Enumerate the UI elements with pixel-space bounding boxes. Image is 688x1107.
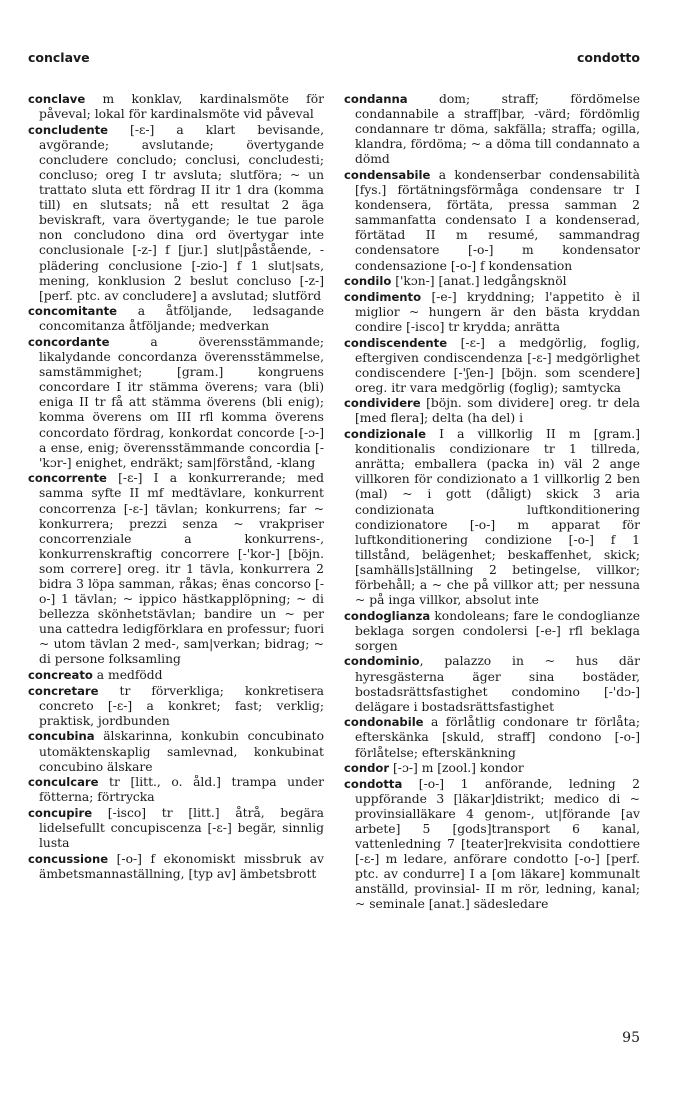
dictionary-entry: [28, 852, 324, 882]
definition: [-ɛ-] a medgörlig, foglig, eftergiven condiscendenza [-ɛ-] medgörlighet condiscendere [-'ʃen-] [böjn. som scendere] oreg. itr vara medgörlig (foglig); samtycka: [355, 335, 640, 395]
dictionary-entry: [344, 427, 640, 608]
dictionary-entry: [344, 92, 640, 167]
dictionary-entry: [28, 684, 324, 729]
definition: a kondenserbar condensabilità [fys.] förtätningsförmåga condensare tr I kondensera, förtäta, pressa samman 2 sammanfatta condensato I a kondenserad, förtätad II m resumé, sammandrag condensatore [-o-] m kondensator condensazione [-o-] f kondensation: [355, 167, 640, 273]
definition: a åtföljande, ledsagande concomitanza åtföljande; medverkan: [39, 304, 324, 334]
dictionary-entry: [28, 668, 324, 683]
dictionary-entry: [28, 304, 324, 334]
headword: condiscendente: [344, 335, 448, 350]
definition: [-isco] tr [litt.] åtrå, begära lidelsefullt concupiscenza [-ɛ-] begär, sinnlig lusta: [39, 805, 324, 851]
definition: tr [litt., o. åld.] trampa under fötterna; förtrycka: [39, 775, 324, 805]
definition: [-ɛ-] I a konkurrerande; med samma syfte II mf medtävlare, konkurrent concorrenza [-ɛ-] tävlan; konkurrens; far ~ konkurrera; prezzi senza ~ vrakpriser concorrenziale a konkurrens-, konkurrenskraftig concorrere [-'kor-] [böjn. som correre] oreg. itr 1 tävla, konkurrera 2 bidra 3 löpa samman, råkas; ënas concorso [-o-] 1 tävlan; ~ ippico hästkapplöpning; ~ di bellezza skönhetstävlan; bandire un ~ per una cattedra ledigförklara en professur; fuori ~ utom tävlan 2 med-, sam|verkan; bidrag; ~ di persone folksamling: [39, 471, 324, 667]
headword: concordante: [28, 335, 110, 349]
headword: concreato: [28, 668, 93, 683]
definition: a förlåtlig condonare tr förlåta; efterskänka [skuld, straff] condono [-o-] förlåtelse; efterskänkning: [355, 715, 640, 760]
dictionary-entry: [28, 92, 324, 122]
headword: condominio: [344, 654, 420, 669]
running-header: [28, 50, 640, 70]
header-last-entry: condotto: [577, 50, 640, 65]
definition: a överensstämmande; likalydande concordanza överensstämmelse, samstämmighet; [gram.] kongruens concordare I itr stämma överens; vara (bli) eniga II tr få att stämma överens (bli enig); komma överens om III rfl komma överens concordato fördrag, konkordat concorde [-ɔ-] a ense, enig; överensstämmande concordia [-'kɔr-] enighet, endräkt; sam|förstånd, -klang: [39, 335, 324, 470]
dictionary-entry: [28, 806, 324, 851]
definition: [-ɔ-] m [zool.] kondor: [389, 761, 524, 776]
definition: [böjn. som dividere] oreg. tr dela [med flera]; delta (ha del) i: [355, 396, 640, 426]
definition: a medfödd: [92, 668, 163, 683]
left-column: [28, 92, 324, 882]
headword: condotta: [344, 776, 403, 791]
headword: condimento: [344, 289, 422, 304]
headword: concussione: [28, 851, 109, 866]
dictionary-entry: [28, 335, 324, 471]
headword: conclave: [28, 92, 86, 106]
definition: [-e-] kryddning; l'appetito è il miglior ~ hungern är den bästa kryddan condire [-isco] tr krydda; anrätta: [355, 289, 640, 334]
dictionary-entry: [344, 290, 640, 335]
dictionary-entry: [344, 609, 640, 654]
headword: condensabile: [344, 167, 431, 182]
definition: [-o-] f ekonomiskt missbruk av ämbetsmannaställning, [typ av] ämbetsbrott: [39, 851, 324, 881]
definition: ['kɔn-] [anat.] ledgångsknöl: [391, 274, 567, 289]
dictionary-entry: [28, 123, 324, 304]
headword: condilo: [344, 274, 392, 289]
headword: concomitante: [28, 304, 118, 319]
headword: condizionale: [344, 427, 426, 442]
dictionary-entry: [28, 729, 324, 774]
definition: I a villkorlig II m [gram.] konditionalis condizionare tr 1 tillreda, anrätta; emballera (packa in) väl 2 ange villkoren för condizionato a 1 villkorlig 2 ben (mal) ~ i gott (dåligt) skick 3 aria condizionata luftkonditionering condizionatore [-o-] m apparat för luftkonditionering condizione [-o-] f 1 tillstånd, belägenhet; beskaffenhet, skick; [samhälls]ställning 2 betingelse, villkor; förbehåll; a ~ che på villkor att; per nessuna ~ på inga villkor, absolut inte: [355, 427, 640, 608]
dictionary-entry: [344, 336, 640, 396]
headword: concupire: [28, 805, 93, 820]
headword: concretare: [28, 683, 99, 698]
dictionary-entry: [344, 761, 640, 776]
dictionary-entry: [28, 471, 324, 667]
dictionary-entry: [344, 274, 640, 289]
dictionary-entry: [28, 775, 324, 805]
definition: [-ɛ-] a klart bevisande, avgörande; avslutande; övertygande concludere concludo; conclusi, concludesti; concluso; oreg I tr avsluta; slutföra; ~ un trattato sluta ett fördrag II itr 1 dra (komma till) en slutsats; nå ett resultat 2 äga beviskraft, vara övertygande; le tue parole non concludono dina ord övertygar inte conclusionale [-z-] f [jur.] slut|påstående, -plädering conclusione [-zio-] f 1 slut|sats, mening, konklusion 2 beslut concluso [-z-] [perf. ptc. av concludere] a avslutad; slutförd: [39, 122, 324, 303]
dictionary-entry: [344, 777, 640, 913]
headword: concorrente: [28, 471, 107, 486]
definition: tr förverkliga; konkretisera concreto [-ɛ-] a konkret; fast; verklig; praktisk, jordbunden: [39, 683, 324, 728]
headword: condanna: [344, 92, 408, 106]
dictionary-entry: [344, 654, 640, 714]
definition: kondoleans; fare le condoglianze beklaga sorgen condolersi [-e-] rfl beklaga sorgen: [355, 608, 640, 653]
dictionary-entry: [344, 396, 640, 426]
headword: concludente: [28, 122, 109, 137]
definition: [-o-] 1 anförande, ledning 2 uppförande 3 [läkar]distrikt; medico di ~ provinsialläkare 4 genom-, ut|förande [av arbete] 5 [gods]transport 6 kanal, vattenledning 7 [teater]rekvisita condottiere [-ɛ-] m ledare, anförare condotto [-o-] [perf. ptc. av condurre] I a [om läkare] kommunalt anställd, provinsial- II m rör, ledning, kanal; ~ seminale [anat.] sädesledare: [355, 776, 640, 912]
page-number: 95: [622, 1030, 640, 1046]
headword: condoglianza: [344, 608, 431, 623]
headword: concubina: [28, 729, 95, 744]
headword: conculcare: [28, 775, 99, 790]
headword: condividere: [344, 396, 421, 411]
headword: condor: [344, 761, 390, 776]
definition: , palazzo in ~ hus där hyresgästerna äger sina bostäder, bostadsrättsfastighet condomino [-'dɔ-] delägare i bostadsrättsfastighet: [355, 654, 640, 714]
right-column: [344, 92, 640, 913]
definition: älskarinna, konkubin concubinato utomäktenskaplig samlevnad, konkubinat concubino älskare: [39, 729, 324, 774]
dictionary-entry: [344, 715, 640, 760]
definition: dom; straff; fördömelse condannabile a straff|bar, -värd; fördömlig condannare tr döma, sakfälla; straffa; ogilla, klandra, fördöma; ~ a döma till condannato a dömd: [355, 92, 640, 167]
headword: condonabile: [344, 715, 424, 730]
definition: m konklav, kardinalsmöte för påveval; lokal för kardinalsmöte vid påveval: [39, 92, 324, 122]
dictionary-entry: [344, 168, 640, 274]
header-first-entry: conclave: [28, 50, 90, 65]
